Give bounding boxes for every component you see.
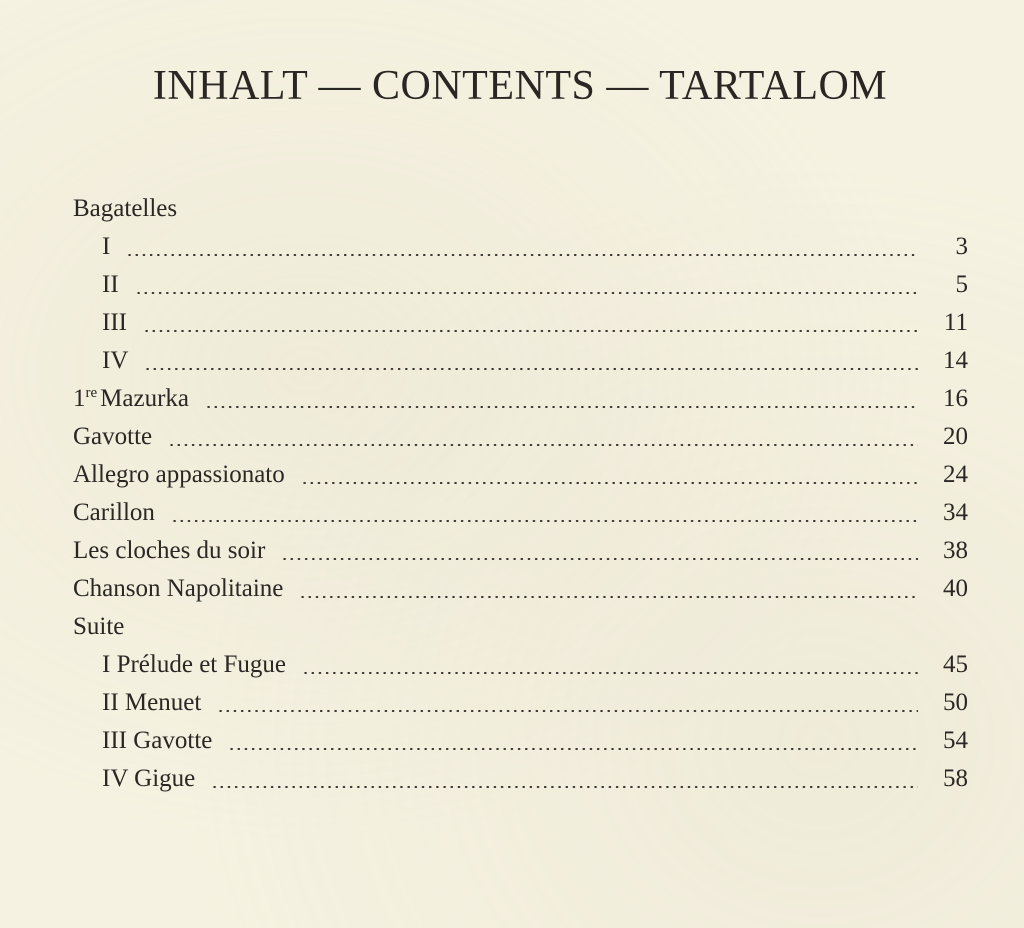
dot-leader: [299, 596, 918, 598]
dot-leader: [281, 558, 918, 560]
dot-leader: [143, 330, 918, 332]
toc-entry-label: Carillon: [73, 499, 155, 526]
toc-entry-page: 38: [943, 537, 968, 564]
dot-leader: [211, 786, 918, 788]
toc-entry-label: Les cloches du soir: [73, 537, 266, 564]
toc-entry: [73, 228, 968, 266]
toc-entry-page: 5: [955, 271, 968, 298]
table-of-contents: [73, 190, 968, 798]
toc-entry-page: 20: [943, 423, 968, 450]
toc-entry-page: 24: [943, 461, 968, 488]
toc-entry: [73, 266, 968, 304]
dot-leader: [135, 292, 918, 294]
dot-leader: [144, 368, 918, 370]
dot-leader: [168, 444, 918, 446]
toc-entry-page: 14: [943, 347, 968, 374]
toc-entry: [73, 418, 968, 456]
dot-leader: [171, 520, 918, 522]
toc-entry-label: Gavotte: [73, 423, 153, 450]
dot-leader: [205, 406, 918, 408]
toc-entry-label: I: [102, 233, 111, 260]
toc-entry-page: 11: [943, 309, 968, 336]
toc-entry: [73, 760, 968, 798]
toc-entry: [73, 456, 968, 494]
toc-entry-page: 45: [943, 651, 968, 678]
dot-leader: [217, 710, 918, 712]
toc-entry: [73, 532, 968, 570]
toc-entry: [73, 380, 968, 418]
dot-leader: [228, 748, 918, 750]
toc-entry-label: Allegro appassionato: [73, 461, 285, 488]
ordinal-number: 1: [73, 385, 86, 412]
toc-entry-label: IV Gigue: [102, 765, 196, 792]
dot-leader: [302, 672, 918, 674]
toc-entry-page: 54: [943, 727, 968, 754]
toc-entry-label: [73, 380, 189, 418]
toc-entry: [73, 494, 968, 532]
toc-entry-label: IV: [102, 347, 129, 374]
toc-heading-suite: [73, 608, 968, 646]
toc-entry-page: 34: [943, 499, 968, 526]
toc-heading-label: Suite: [73, 613, 125, 640]
toc-entry: [73, 342, 968, 380]
toc-entry-page: 40: [943, 575, 968, 602]
toc-entry-label: III: [102, 309, 127, 336]
dot-leader: [301, 482, 918, 484]
toc-entry-label: II: [102, 271, 119, 298]
toc-entry-label: III Gavotte: [102, 727, 213, 754]
toc-entry-label: II Menuet: [102, 689, 202, 716]
toc-entry: [73, 722, 968, 760]
toc-entry: [73, 684, 968, 722]
toc-entry-label: Chanson Napolitaine: [73, 575, 284, 602]
toc-entry-label: I Prélude et Fugue: [102, 651, 286, 678]
toc-entry: [73, 304, 968, 342]
toc-heading-label: Bagatelles: [73, 195, 178, 222]
toc-entry-page: 58: [943, 765, 968, 792]
toc-entry-page: 50: [943, 689, 968, 716]
ordinal-suffix: re: [85, 385, 98, 401]
toc-entry-page: 16: [943, 385, 968, 412]
page-title: INHALT — CONTENTS — TARTALOM: [152, 63, 888, 109]
toc-entry: [73, 570, 968, 608]
toc-entry-page: 3: [955, 233, 968, 260]
dot-leader: [126, 254, 918, 256]
toc-entry-title: Mazurka: [100, 385, 189, 412]
toc-entry: [73, 646, 968, 684]
toc-heading-bagatelles: [73, 190, 968, 228]
